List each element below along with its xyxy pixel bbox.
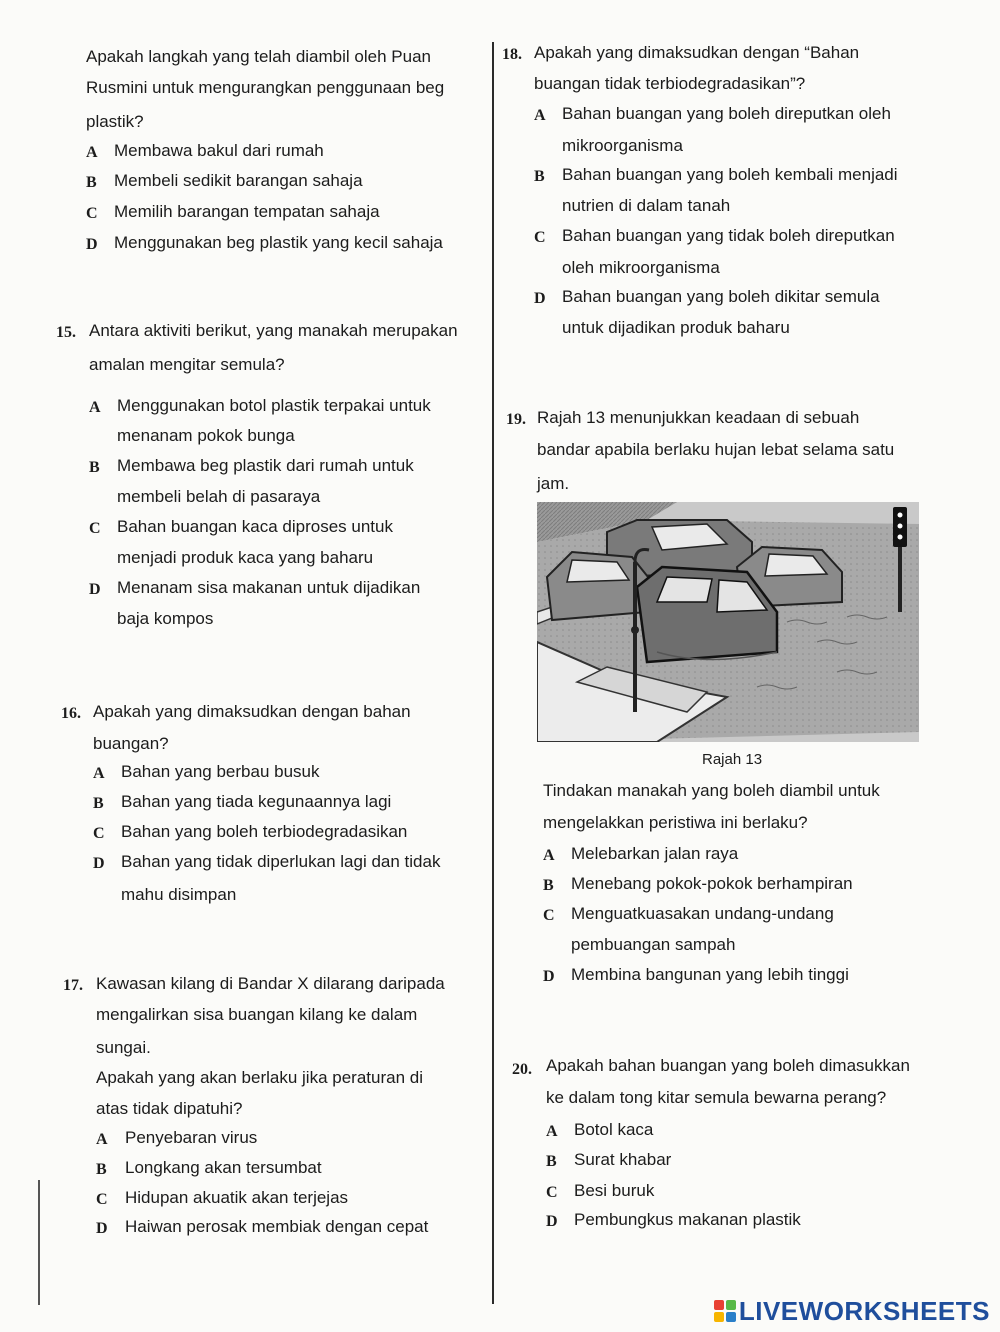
logo-mark-icon: [714, 1300, 736, 1322]
option-letter: C: [534, 229, 546, 246]
option-text: Menguatkuasakan undang-undang: [571, 904, 834, 923]
option-text: Menggunakan botol plastik terpakai untuk: [117, 396, 431, 415]
option-letter: D: [93, 855, 105, 872]
option-text: Bahan buangan yang tidak boleh direputkan: [562, 226, 895, 245]
q16-stem-line: buangan?: [93, 734, 169, 753]
option-letter: C: [543, 907, 555, 924]
q15-stem-line: amalan mengitar semula?: [89, 355, 285, 374]
logo-text: LIVEWORKSHEETS: [738, 1295, 990, 1326]
option-letter: B: [96, 1161, 107, 1178]
liveworksheets-logo[interactable]: [714, 1295, 990, 1326]
option-text: Hidupan akuatik akan terjejas: [125, 1188, 349, 1207]
option-text: Haiwan perosak membiak dengan cepat: [125, 1217, 429, 1236]
option-letter: B: [86, 174, 97, 191]
option-letter: B: [534, 168, 545, 185]
option-text: nutrien di dalam tanah: [562, 196, 731, 215]
option-letter: D: [96, 1220, 108, 1237]
option-text: Bahan buangan kaca diproses untuk: [117, 517, 393, 536]
logo-square-blue: [726, 1312, 736, 1322]
q14-stem-line: Apakah langkah yang telah diambil oleh Puan: [86, 47, 431, 66]
option-letter: A: [93, 765, 105, 782]
q18-stem-line: buangan tidak terbiodegradasikan”?: [534, 74, 806, 93]
option-text: Melebarkan jalan raya: [571, 844, 739, 863]
option-text: menanam pokok bunga: [117, 426, 295, 445]
option-letter: D: [86, 236, 98, 253]
option-text: Bahan buangan yang boleh dikitar semula: [562, 287, 880, 306]
option-letter: A: [543, 847, 555, 864]
question-number: 19.: [506, 411, 526, 428]
option-text: Menebang pokok-pokok berhampiran: [571, 874, 853, 893]
option-text: Penyebaran virus: [125, 1128, 258, 1147]
option-letter: B: [89, 459, 100, 476]
option-letter: C: [93, 825, 105, 842]
flood-illustration: [537, 502, 919, 742]
option-text: oleh mikroorganisma: [562, 258, 720, 277]
q20-stem-line: ke dalam tong kitar semula bewarna perang?: [546, 1088, 887, 1107]
option-letter: D: [546, 1213, 558, 1230]
option-text: Pembungkus makanan plastik: [574, 1210, 801, 1229]
option-text: Membawa beg plastik dari rumah untuk: [117, 456, 414, 475]
option-text: Bahan yang berbau busuk: [121, 762, 320, 781]
option-letter: D: [534, 290, 546, 307]
question-number: 15.: [56, 324, 76, 341]
q17-stem-line: mengalirkan sisa buangan kilang ke dalam: [96, 1005, 418, 1024]
q16-stem-line: Apakah yang dimaksudkan dengan bahan: [93, 702, 411, 721]
option-text: Longkang akan tersumbat: [125, 1158, 322, 1177]
option-text: Membina bangunan yang lebih tinggi: [571, 965, 849, 984]
figure-caption: Rajah 13: [702, 751, 763, 768]
question-number: 18.: [502, 46, 522, 63]
option-text: membeli belah di pasaraya: [117, 487, 321, 506]
option-letter: B: [93, 795, 104, 812]
option-text: Bahan yang tidak diperlukan lagi dan tidak: [121, 852, 441, 871]
option-letter: A: [86, 144, 98, 161]
q19-question-line: Tindakan manakah yang boleh diambil untuk: [543, 781, 880, 800]
option-text: untuk dijadikan produk baharu: [562, 318, 790, 337]
q20-stem-line: Apakah bahan buangan yang boleh dimasukkan: [546, 1056, 910, 1075]
q17-question-line: Apakah yang akan berlaku jika peraturan di: [96, 1068, 423, 1087]
logo-square-red: [714, 1300, 724, 1310]
option-text: pembuangan sampah: [571, 935, 736, 954]
option-text: Memilih barangan tempatan sahaja: [114, 202, 380, 221]
q14-stem-line: Rusmini untuk mengurangkan penggunaan beg: [86, 78, 445, 97]
option-text: baja kompos: [117, 609, 214, 628]
question-number: 20.: [512, 1061, 532, 1078]
option-letter: D: [543, 968, 555, 985]
option-text: mikroorganisma: [562, 136, 683, 155]
option-letter: C: [546, 1184, 558, 1201]
option-letter: D: [89, 581, 101, 598]
q17-question-line: atas tidak dipatuhi?: [96, 1099, 243, 1118]
logo-square-green: [726, 1300, 736, 1310]
option-text: Bahan yang tiada kegunaannya lagi: [121, 792, 392, 811]
page-edge-line: [38, 1180, 40, 1305]
option-text: menjadi produk kaca yang baharu: [117, 548, 374, 567]
q19-question-line: mengelakkan peristiwa ini berlaku?: [543, 813, 808, 832]
logo-square-yellow: [714, 1312, 724, 1322]
option-letter: C: [86, 205, 98, 222]
option-text: Menggunakan beg plastik yang kecil sahaja: [114, 233, 443, 252]
option-text: Besi buruk: [574, 1181, 655, 1200]
option-letter: A: [534, 107, 546, 124]
option-letter: A: [546, 1123, 558, 1140]
q19-stem-line: jam.: [537, 474, 570, 493]
q15-stem-line: Antara aktiviti berikut, yang manakah merupakan: [89, 321, 458, 340]
option-letter: A: [96, 1131, 108, 1148]
option-letter: A: [89, 399, 101, 416]
q19-stem-line: Rajah 13 menunjukkan keadaan di sebuah: [537, 408, 860, 427]
option-text: Membeli sedikit barangan sahaja: [114, 171, 363, 190]
q14-stem-line: plastik?: [86, 112, 144, 131]
option-text: Membawa bakul dari rumah: [114, 141, 324, 160]
option-letter: C: [96, 1191, 108, 1208]
option-text: mahu disimpan: [121, 885, 237, 904]
option-text: Bahan buangan yang boleh direputkan oleh: [562, 104, 891, 123]
option-letter: B: [546, 1153, 557, 1170]
question-number: 17.: [63, 977, 83, 994]
question-number: 16.: [61, 705, 81, 722]
option-text: Botol kaca: [574, 1120, 654, 1139]
q19-stem-line: bandar apabila berlaku hujan lebat selama satu: [537, 440, 895, 459]
option-text: Bahan yang boleh terbiodegradasikan: [121, 822, 408, 841]
q17-stem-line: sungai.: [96, 1038, 151, 1057]
option-letter: C: [89, 520, 101, 537]
option-letter: B: [543, 877, 554, 894]
option-text: Surat khabar: [574, 1150, 672, 1169]
column-divider: [492, 42, 494, 1304]
q17-stem-line: Kawasan kilang di Bandar X dilarang daripada: [96, 974, 445, 993]
option-text: Menanam sisa makanan untuk dijadikan: [117, 578, 421, 597]
q18-stem-line: Apakah yang dimaksudkan dengan “Bahan: [534, 43, 860, 62]
option-text: Bahan buangan yang boleh kembali menjadi: [562, 165, 898, 184]
